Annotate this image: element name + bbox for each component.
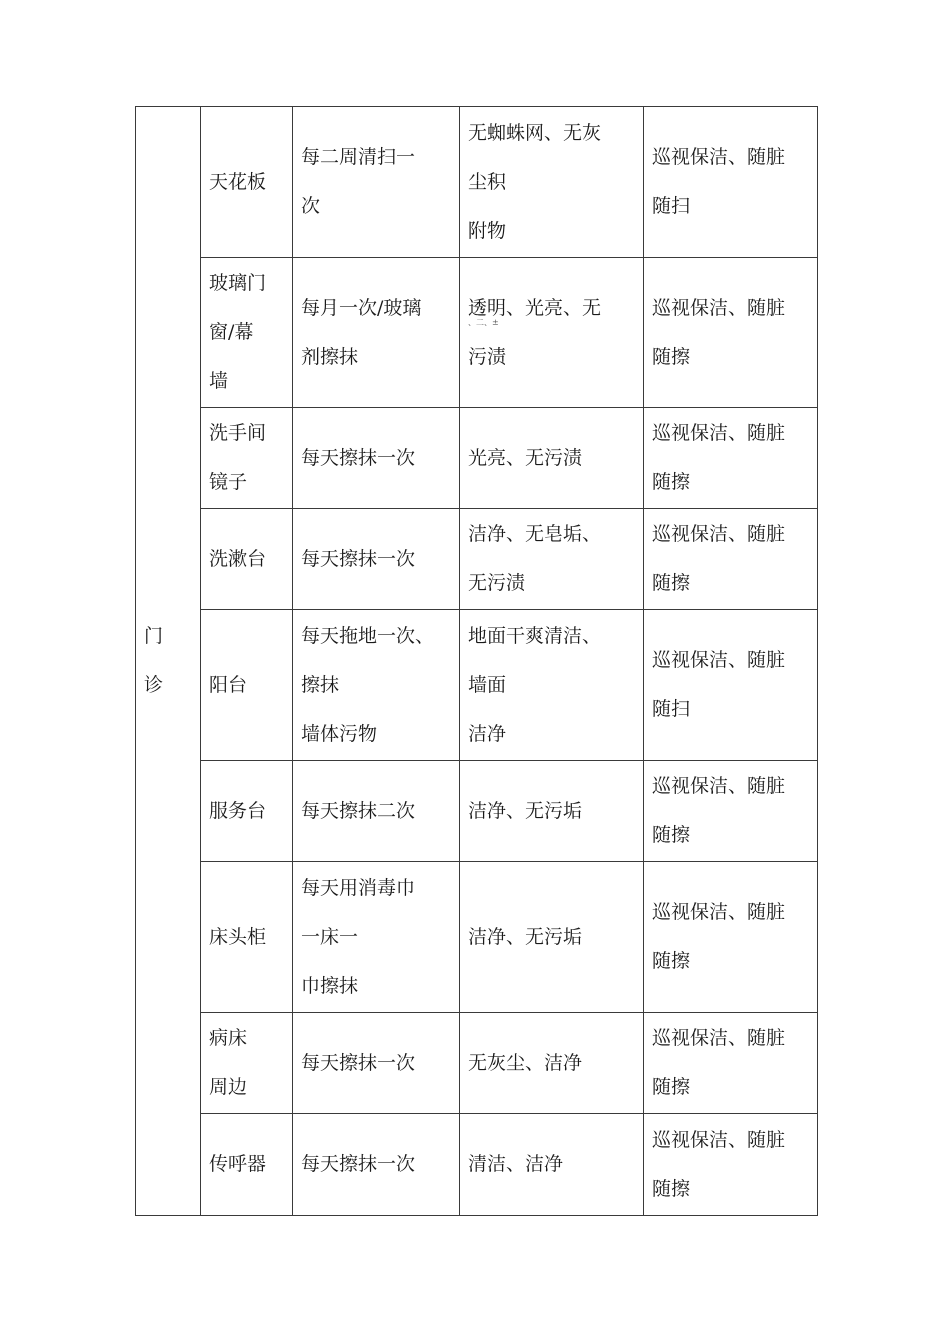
- item-cell: 床头柜: [201, 862, 293, 1013]
- method-cell: 巡视保洁、随脏 随扫: [644, 107, 818, 258]
- frequency-cell: 每天用消毒巾 一床一 巾擦抹: [293, 862, 460, 1013]
- item-cell: 玻璃门 窗/幕 墙: [201, 258, 293, 408]
- standard-cell: 洁净、无污垢: [460, 761, 644, 862]
- department-cell: [136, 107, 201, 1216]
- table-row: [136, 1013, 818, 1114]
- table-row: [136, 258, 818, 408]
- table-row: [136, 1114, 818, 1216]
- table-row: [136, 107, 818, 258]
- item-cell: 传呼器: [201, 1114, 293, 1216]
- standard-cell: 洁净、无污垢: [460, 862, 644, 1013]
- method-cell: 巡视保洁、随脏 随擦: [644, 509, 818, 610]
- method-cell: 巡视保洁、随脏 随擦: [644, 1114, 818, 1216]
- department-label: [144, 612, 192, 710]
- item-cell: 阳台: [201, 610, 293, 761]
- frequency-cell: 每月一次/玻璃 剂擦抹: [293, 258, 460, 408]
- standard-cell: 无灰尘、洁净: [460, 1013, 644, 1114]
- cleaning-schedule-table: [135, 106, 818, 1216]
- frequency-cell: 每天擦抹二次: [293, 761, 460, 862]
- standard-cell: 洁净、无皂垢、 无污渍: [460, 509, 644, 610]
- department-char: 门: [144, 625, 164, 647]
- frequency-cell: 每天擦抹一次: [293, 408, 460, 509]
- frequency-cell: 每天擦抹一次: [293, 509, 460, 610]
- table-row: [136, 610, 818, 761]
- item-cell: 病床 周边: [201, 1013, 293, 1114]
- frequency-cell: 每天擦抹一次: [293, 1013, 460, 1114]
- method-cell: 巡视保洁、随脏 随擦: [644, 258, 818, 408]
- method-cell: 巡视保洁、随脏 随擦: [644, 761, 818, 862]
- standard-cell: 清洁、洁净: [460, 1114, 644, 1216]
- item-cell: 天花板: [201, 107, 293, 258]
- standard-cell: 地面干爽清洁、 墙面 洁净: [460, 610, 644, 761]
- table-row: [136, 862, 818, 1013]
- item-cell: 洗手间 镜子: [201, 408, 293, 509]
- method-cell: 巡视保洁、随脏 随擦: [644, 408, 818, 509]
- frequency-cell: 每天擦抹一次: [293, 1114, 460, 1216]
- frequency-cell: 每二周清扫一 次: [293, 107, 460, 258]
- standard-cell: 光亮、无污渍: [460, 408, 644, 509]
- frequency-cell: 每天拖地一次、 擦抹 墙体污物: [293, 610, 460, 761]
- table-row: [136, 761, 818, 862]
- method-cell: 巡视保洁、随脏 随扫: [644, 610, 818, 761]
- table-row: [136, 509, 818, 610]
- table-row: [136, 408, 818, 509]
- small-mark-text: 、二、±: [468, 317, 499, 327]
- department-char: 诊: [144, 674, 164, 696]
- method-cell: 巡视保洁、随脏 随擦: [644, 1013, 818, 1114]
- item-cell: 服务台: [201, 761, 293, 862]
- standard-cell: 无蜘蛛网、无灰 尘积 附物: [460, 107, 644, 258]
- standard-cell: 透明、光亮、无 、二、± 污渍: [460, 258, 644, 408]
- method-cell: 巡视保洁、随脏 随擦: [644, 862, 818, 1013]
- item-cell: 洗漱台: [201, 509, 293, 610]
